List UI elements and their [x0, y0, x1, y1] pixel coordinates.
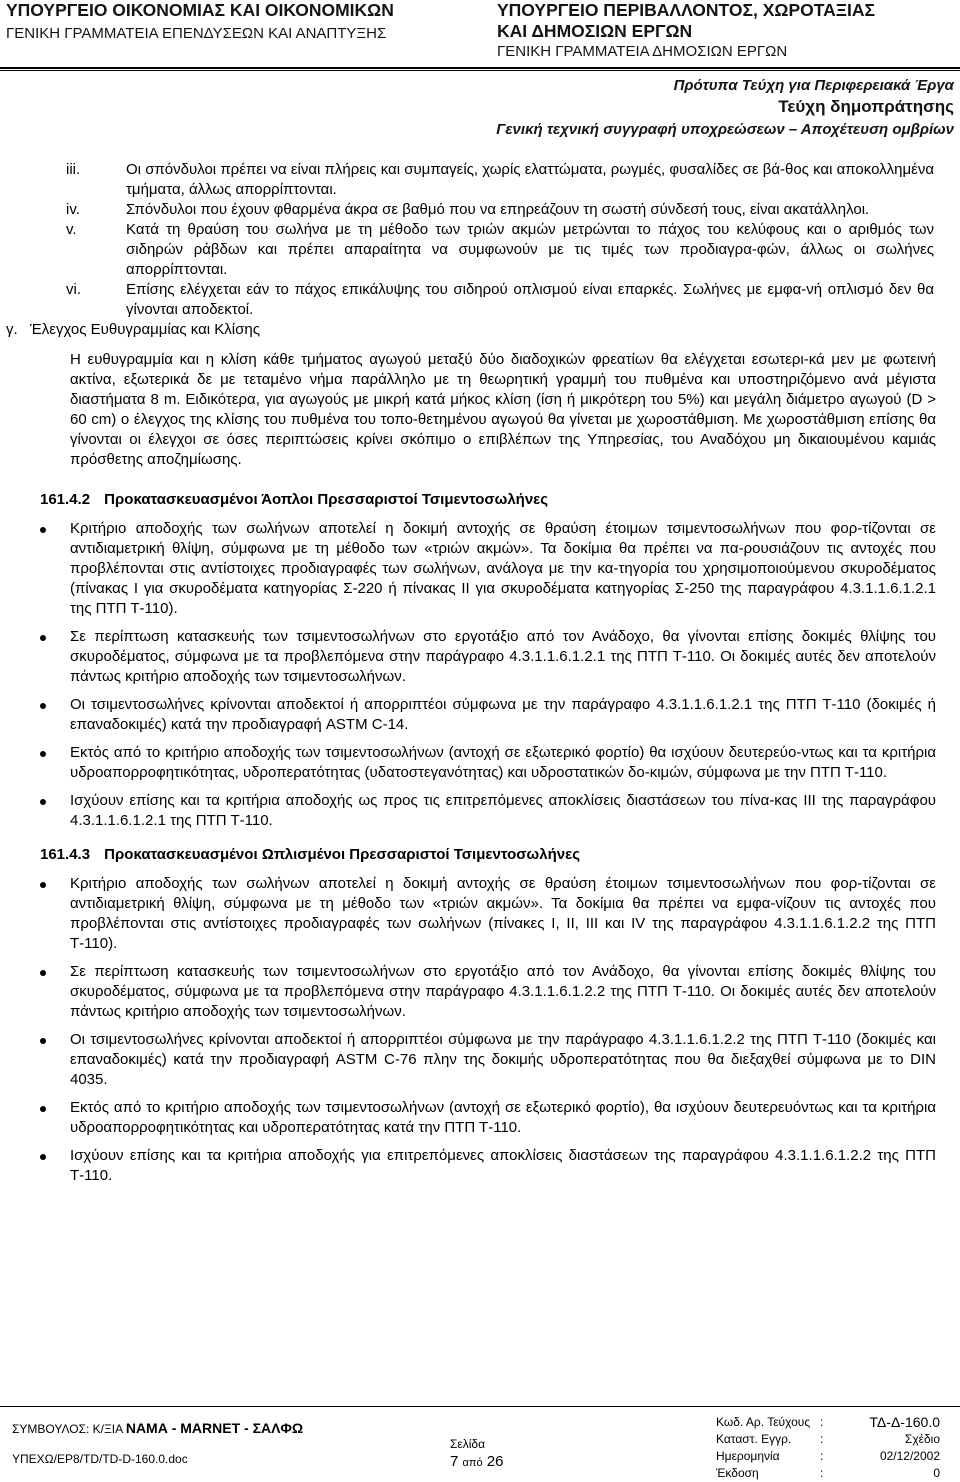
metadata-row — [716, 1448, 956, 1465]
subsection-heading — [0, 320, 960, 340]
subsection-label: γ. — [6, 321, 18, 338]
metadata-row — [716, 1465, 956, 1482]
bullet-icon — [40, 703, 46, 709]
document-title: Γενική τεχνική συγγραφή υποχρεώσεων – Αποχέτευση ομβρίων — [496, 121, 954, 138]
footer-rule — [0, 1406, 960, 1407]
bullet-item — [0, 962, 936, 1022]
list-item-number: vi. — [66, 281, 81, 298]
bullet-text: Σε περίπτωση κατασκευής των τσιμεντοσωλήνων στο εργοτάξιο από τον Ανάδοχο, θα γίνονται επίσης δοκιμές θλίψης του σκυροδέματος, σύμφωνα με τα προβλεπόμενα στην παράγραφο 4.3.1.1.6.1.2.1 της ΠΤΠ Τ-110. Οι δοκιμές αυτές δεν αποτελούν πάντως κριτήριο αποδοχής των τσιμεντοσωλήνων. — [70, 628, 936, 685]
page-label: Σελίδα — [450, 1437, 486, 1451]
bullet-icon — [40, 751, 46, 757]
metadata-key: Καταστ. Εγγρ. — [716, 1432, 792, 1446]
metadata-value: 02/12/2002 — [879, 1449, 940, 1463]
ministry-environment-subtitle: ΓΕΝΙΚΗ ΓΡΑΜΜΑΤΕΙΑ ΔΗΜΟΣΙΩΝ ΕΡΓΩΝ — [497, 43, 788, 60]
bullet-icon — [40, 970, 46, 976]
bullet-item — [0, 695, 936, 735]
ministry-finance-title: ΥΠΟΥΡΓΕΙΟ ΟΙΚΟΝΟΜΙΑΣ ΚΑΙ ΟΙΚΟΝΟΜΙΚΩΝ — [6, 0, 394, 20]
list-item-text: Κατά τη θραύση του σωλήνα με τη μέθοδο των τριών ακμών μετρώνται το πάχος του κελύφους και ο αριθμός των σιδηρών ράβδων και πρέπει απαραίτητα να συμφωνούν με τις τιμές των προδιαγρα-φών, άλλως οι σωλήνες απορρίπτονται. — [126, 221, 934, 278]
bullet-text: Σε περίπτωση κατασκευής των τσιμεντοσωλήνων στο εργοτάξιο από τον Ανάδοχο, θα γίνονται επίσης δοκιμές θλίψης του σκυροδέματος, σύμφωνα με τα προβλεπόμενα στην παράγραφο 4.3.1.1.6.1.2.2 της ΠΤΠ Τ-110. Οι δοκιμές αυτές δεν αποτελούν πάντως κριτήριο αποδοχής των τσιμεντοσωλήνων. — [70, 963, 936, 1020]
metadata-colon: : — [820, 1449, 824, 1463]
bullet-item — [0, 1030, 936, 1090]
page-header — [0, 0, 960, 140]
header-right — [497, 0, 875, 62]
bullet-text: Εκτός από το κριτήριο αποδοχής των τσιμεντοσωλήνων (αντοχή σε εξωτερικό φορτίο), θα ισχύουν δευτερευόντως και τα κριτήρια υδροαπορροφητικότητας και υδροπερατότητας κατά την ΠΤΠ Τ-110. — [70, 1099, 936, 1136]
bullet-item — [0, 1146, 936, 1186]
paragraph: Η ευθυγραμμία και η κλίση κάθε τμήματος αγωγού μεταξύ δύο διαδοχικών φρεατίων θα ελέγχεται εσωτερι-κά μεν με φωτεινή ακτίνα, εξωτερικά δε με τεταμένο νήμα παράλληλο με τη θεωρητική γραμμή του πυθμένα και υποστηριζόμενο ανά μέγιστα διαστήματα 8 m. Ειδικότερα, για αγωγούς με μικρή κατά μήκος κλίση (ίση ή μικρότερη του 5%) και μεγάλη διάμετρο αγωγού (D > 60 cm) ο έλεγχος της κλίσης του πυθμένα του τοπο-θετημένου αγωγού θα γίνεται με χωροστάθμιση. Με χωροστάθμιση επίσης θα γίνονται οι έλεγχοι σε όσες περιπτώσεις κρίνει σκόπιμο ο επιβλέπων της Υπηρεσίας, του Αναδόχου μη δικαιουμένου καμιάς πρόσθετης αποζημίωσης. — [70, 351, 936, 468]
section-heading — [40, 845, 960, 865]
page-number — [450, 1452, 503, 1473]
header-rule-thin — [0, 70, 960, 71]
section-heading — [40, 490, 960, 510]
bullet-icon — [40, 1038, 46, 1044]
metadata-colon: : — [820, 1466, 824, 1480]
page-footer — [0, 1406, 960, 1480]
metadata-row — [716, 1431, 956, 1448]
bullet-item — [0, 519, 936, 619]
consultant-name: ΝΑΜΑ - MARNET - ΣΑΛΦΩ — [125, 1420, 304, 1436]
bullet-list — [0, 519, 960, 831]
list-item-number: iv. — [66, 201, 80, 218]
bullet-item — [0, 627, 936, 687]
consultant-label: ΣΥΜΒΟΥΛΟΣ: Κ/ΞΙΑ — [12, 1422, 123, 1436]
list-item — [0, 200, 934, 220]
bullet-icon — [40, 527, 46, 533]
bullet-text: Κριτήριο αποδοχής των σωλήνων αποτελεί η δοκιμή αντοχής σε θραύση έτοιμων τσιμεντοσωλήνων που φορ-τίζονται σε αντιδιαμετρική θλίψη, σύμφωνα με τη μέθοδο των «τριών ακμών». Τα δοκίμια θα πρέπει να πα-ρουσιάζουν τις αντοχές που προβλέπονται στις αντίστοιχες προδιαγραφές των σωλήνων, ανάλογα με την κα-τηγορία του χρησιμοποιούμενου σκυροδέματος (πίνακας Ι για σκυροδέματα κατηγορίας Σ-220 ή πίνακας ΙΙ για σκυροδέματα κατηγορίας Σ-250 της παραγράφου 4.3.1.1.6.1.2.1 της ΠΤΠ Τ-110). — [70, 520, 936, 617]
bullet-item — [0, 791, 936, 831]
metadata-value: 0 — [933, 1466, 940, 1480]
page-content — [0, 160, 960, 1194]
bullet-text: Εκτός από το κριτήριο αποδοχής των τσιμεντοσωλήνων (αντοχή σε εξωτερικό φορτίο) θα ισχύουν δευτερεύο-ντως και τα κριτήρια υδροαπορροφητικότητας, υδροπερατότητας (υδατοστεγανότητας) και υδροστατικών δο-κιμών, σύμφωνα με την ΠΤΠ Τ-110. — [70, 744, 936, 781]
list-item-text: Επίσης ελέγχεται εάν το πάχος επικάλυψης του σιδηρού οπλισμού είναι επαρκές. Σωλήνες με εμφα-νή οπλισμό δεν θα γίνονται αποδεκτοί. — [126, 281, 934, 318]
metadata-key: Ημερομηνία — [716, 1449, 780, 1463]
bullet-text: Οι τσιμεντοσωλήνες κρίνονται αποδεκτοί ή απορριπτέοι σύμφωνα με την παράγραφο 4.3.1.1.6.1.2.2 της ΠΤΠ Τ-110 (δοκιμές και επαναδοκιμές) κατά την προδιαγραφή ASTM C-76 πλην της δοκιμής υδροπερατότητας που θα διεξαχθεί σύμφωνα με το DIN 4035. — [70, 1031, 936, 1088]
section-number: 161.4.2 — [40, 491, 91, 508]
ministry-finance-subtitle: ΓΕΝΙΚΗ ΓΡΑΜΜΑΤΕΙΑ ΕΠΕΝΔΥΣΕΩΝ ΚΑΙ ΑΝΑΠΤΥΞΗΣ — [6, 25, 387, 42]
list-item-number: iii. — [66, 161, 81, 178]
bullet-icon — [40, 882, 46, 888]
bullet-text: Ισχύουν επίσης και τα κριτήρια αποδοχής για επιτρεπόμενες αποκλίσεις διαστάσεων της παραγράφου 4.3.1.1.6.1.2.2 της ΠΤΠ Τ-110. — [70, 1147, 936, 1184]
list-item-text: Σπόνδυλοι που έχουν φθαρμένα άκρα σε βαθμό που να επηρεάζουν τη σωστή σύνδεσή τους, είναι ακατάλληλοι. — [126, 201, 870, 218]
metadata-key: Κωδ. Αρ. Τεύχους — [716, 1415, 811, 1429]
consultant-line — [12, 1418, 303, 1439]
bullet-item — [0, 874, 936, 954]
metadata-row — [716, 1414, 956, 1431]
page-total: 26 — [486, 1453, 504, 1470]
page-current: 7 — [450, 1453, 459, 1470]
subsection-body — [70, 350, 936, 470]
metadata-colon: : — [820, 1415, 824, 1429]
section-title: Προκατασκευασμένοι Άοπλοι Πρεσσαριστοί Τσιμεντοσωλήνες — [104, 491, 549, 508]
subsection-title: Έλεγχος Ευθυγραμμίας και Κλίσης — [30, 321, 260, 338]
bullet-text: Κριτήριο αποδοχής των σωλήνων αποτελεί η δοκιμή αντοχής σε θραύση έτοιμων τσιμεντοσωλήνων που φορ-τίζονται σε αντιδιαμετρική θλίψη, σύμφωνα με τη μέθοδο των «τριών ακμών». Τα δοκίμια θα πρέπει να εμφα-νίζουν τις αντοχές που προβλέπονται στις αντίστοιχες προδιαγραφές των σωλήνων (πίνακες Ι, ΙΙ, ΙΙΙ και ΙV της παραγράφου 4.3.1.1.6.1.2.2 της ΠΤΠ Τ-110). — [70, 875, 936, 952]
bullet-icon — [40, 635, 46, 641]
metadata-colon: : — [820, 1432, 824, 1446]
ministry-environment-title-line1: ΥΠΟΥΡΓΕΙΟ ΠΕΡΙΒΑΛΛΟΝΤΟΣ, ΧΩΡΟΤΑΞΙΑΣ — [497, 0, 876, 20]
ministry-environment-title-line2: ΚΑΙ ΔΗΜΟΣΙΩΝ ΕΡΓΩΝ — [497, 21, 693, 41]
metadata-key: Έκδοση — [716, 1466, 759, 1480]
bullet-icon — [40, 1154, 46, 1160]
section-number: 161.4.3 — [40, 846, 91, 863]
page-of: από — [462, 1457, 483, 1469]
document-reference: ΥΠΕΧΩ/ΕΡ8/TD/TD-D-160.0.doc — [12, 1452, 188, 1466]
header-rule — [0, 67, 960, 69]
volume-title: Τεύχη δημοπράτησης — [778, 97, 954, 116]
list-item — [0, 220, 934, 280]
list-item — [0, 160, 934, 200]
metadata-value: ΤΔ-Δ-160.0 — [869, 1414, 940, 1430]
bullet-list — [0, 874, 960, 1186]
bullet-icon — [40, 1106, 46, 1112]
list-item-number: v. — [66, 221, 77, 238]
bullet-icon — [40, 799, 46, 805]
bullet-item — [0, 1098, 936, 1138]
bullet-text: Οι τσιμεντοσωλήνες κρίνονται αποδεκτοί ή απορριπτέοι σύμφωνα με την παράγραφο 4.3.1.1.6.1.2.1 της ΠΤΠ Τ-110 (δοκιμές ή επαναδοκιμές) κατά την προδιαγραφή ASTM C-14. — [70, 696, 936, 733]
bullet-item — [0, 743, 936, 783]
list-item — [0, 280, 934, 320]
header-left — [6, 0, 394, 44]
section-title: Προκατασκευασμένοι Ωπλισμένοι Πρεσσαριστοί Τσιμεντοσωλήνες — [104, 846, 580, 863]
series-title: Πρότυπα Τεύχη για Περιφερειακά Έργα — [673, 77, 954, 94]
list-item-text: Οι σπόνδυλοι πρέπει να είναι πλήρεις και συμπαγείς, χωρίς ελαττώματα, ρωγμές, φυσαλίδες σε βά-θος και αποκολλημένα τμήματα, άλλως απορρίπτονται. — [126, 161, 934, 198]
metadata-value: Σχέδιο — [904, 1432, 940, 1446]
bullet-text: Ισχύουν επίσης και τα κριτήρια αποδοχής ως προς τις επιτρεπόμενες αποκλίσεις διαστάσεων του πίνα-κας ΙΙΙ της παραγράφου 4.3.1.1.6.1.2.1 της ΠΤΠ Τ-110. — [70, 792, 936, 829]
